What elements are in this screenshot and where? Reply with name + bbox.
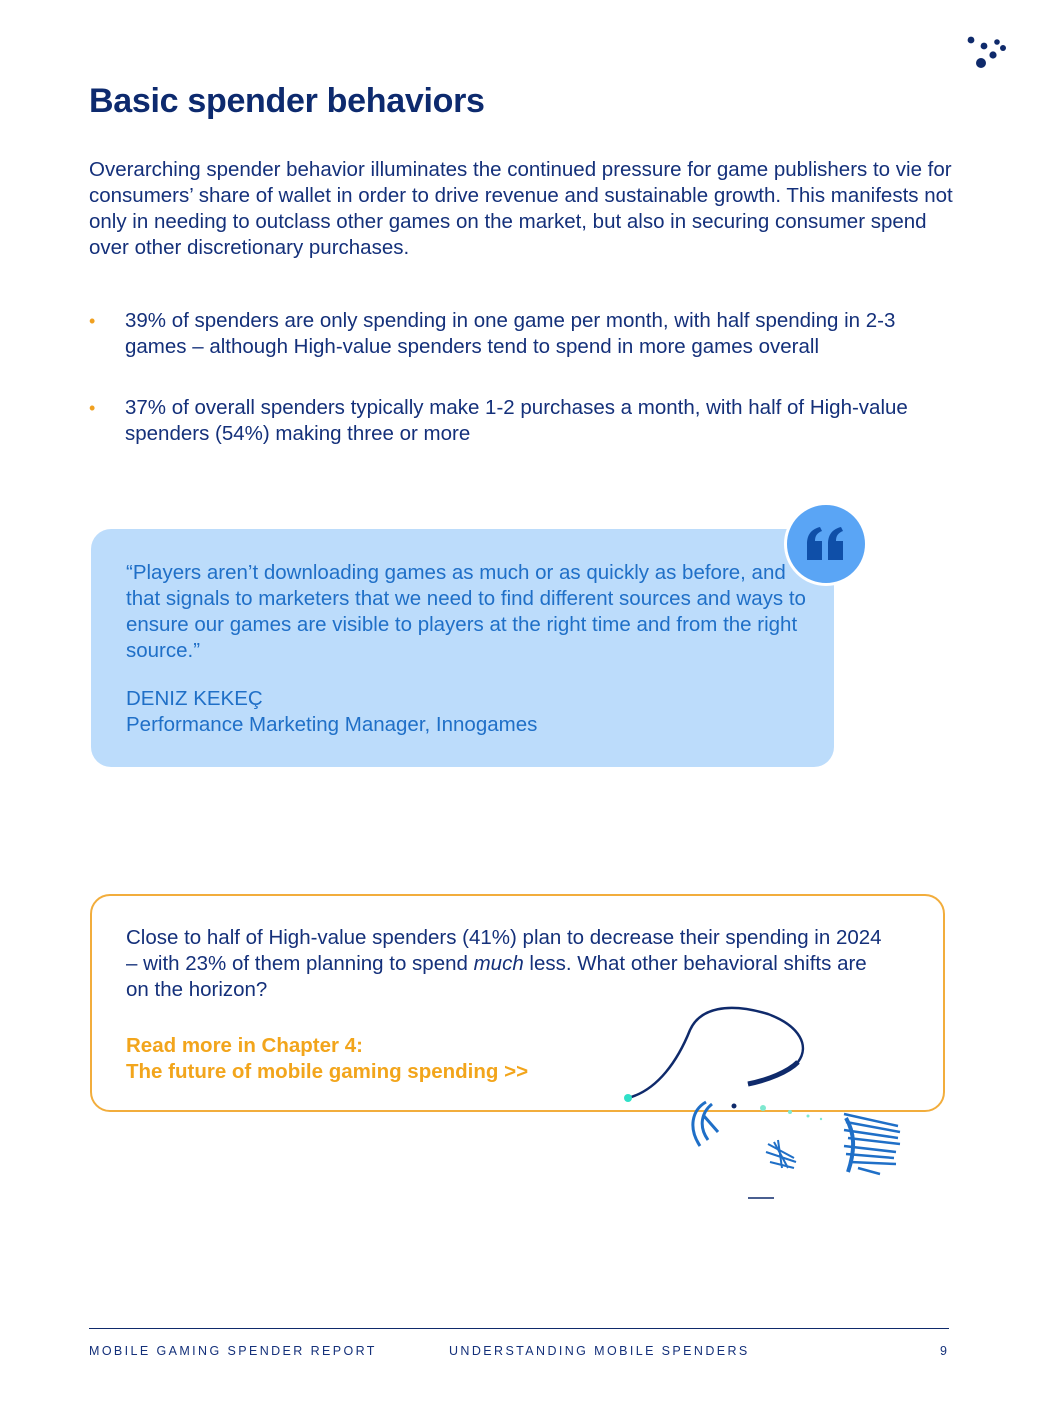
chapter-link-line1[interactable]: Read more in Chapter 4:	[126, 1034, 363, 1057]
callout-emphasis: much	[473, 952, 524, 975]
chapter-link-line2[interactable]: The future of mobile gaming spending >>	[126, 1060, 529, 1083]
chapter-link[interactable]	[126, 1033, 528, 1085]
list-item	[89, 395, 939, 447]
callout-text-end: less. What other behavioral shifts are on the horizon?	[126, 952, 867, 1001]
quote-badge	[784, 502, 868, 586]
callout-text-start: Close to half of High-value spenders (41%) plan to decrease their spending in 2024 – with 23% of them planning to spend	[126, 926, 882, 975]
list-item	[89, 308, 939, 360]
footer-section-title: UNDERSTANDING MOBILE SPENDERS	[449, 1344, 750, 1358]
quote-author-role: Performance Marketing Manager, Innogames	[126, 713, 538, 736]
quote-text: “Players aren’t downloading games as much or as quickly as before, and that signals to marketers that we need to find different sources and ways to ensure our games are visible to players at the right time and from the right source.”	[126, 561, 806, 662]
callout-text	[126, 925, 886, 1003]
page-title: Basic spender behaviors	[89, 82, 485, 120]
quote-box	[91, 529, 834, 767]
bullet-text: 39% of spenders are only spending in one game per month, with half spending in 2-3 games – although High-value spenders tend to spend in more games overall	[125, 309, 896, 358]
decorative-illustration	[618, 1000, 908, 1205]
footer-report-title: MOBILE GAMING SPENDER REPORT	[89, 1344, 377, 1358]
brand-logo-icon	[962, 34, 1008, 72]
bullet-marker: •	[89, 311, 96, 331]
page-number: 9	[940, 1344, 947, 1358]
bullet-text: 37% of overall spenders typically make 1-2 purchases a month, with half of High-value spenders (54%) making three or more	[125, 396, 908, 445]
footer-divider	[89, 1328, 949, 1329]
intro-paragraph: Overarching spender behavior illuminates the continued pressure for game publishers to vie for consumers’ share of wallet in order to drive revenue and sustainable growth. This manifests not only in needing to outclass other games on the market, but also in securing consumer spend over other discretionary purchases.	[89, 158, 953, 259]
bullet-marker: •	[89, 398, 96, 418]
bullet-list	[89, 308, 939, 447]
quote-author-name: DENIZ KEKEÇ	[126, 687, 263, 710]
quote-mark-icon	[805, 526, 847, 562]
